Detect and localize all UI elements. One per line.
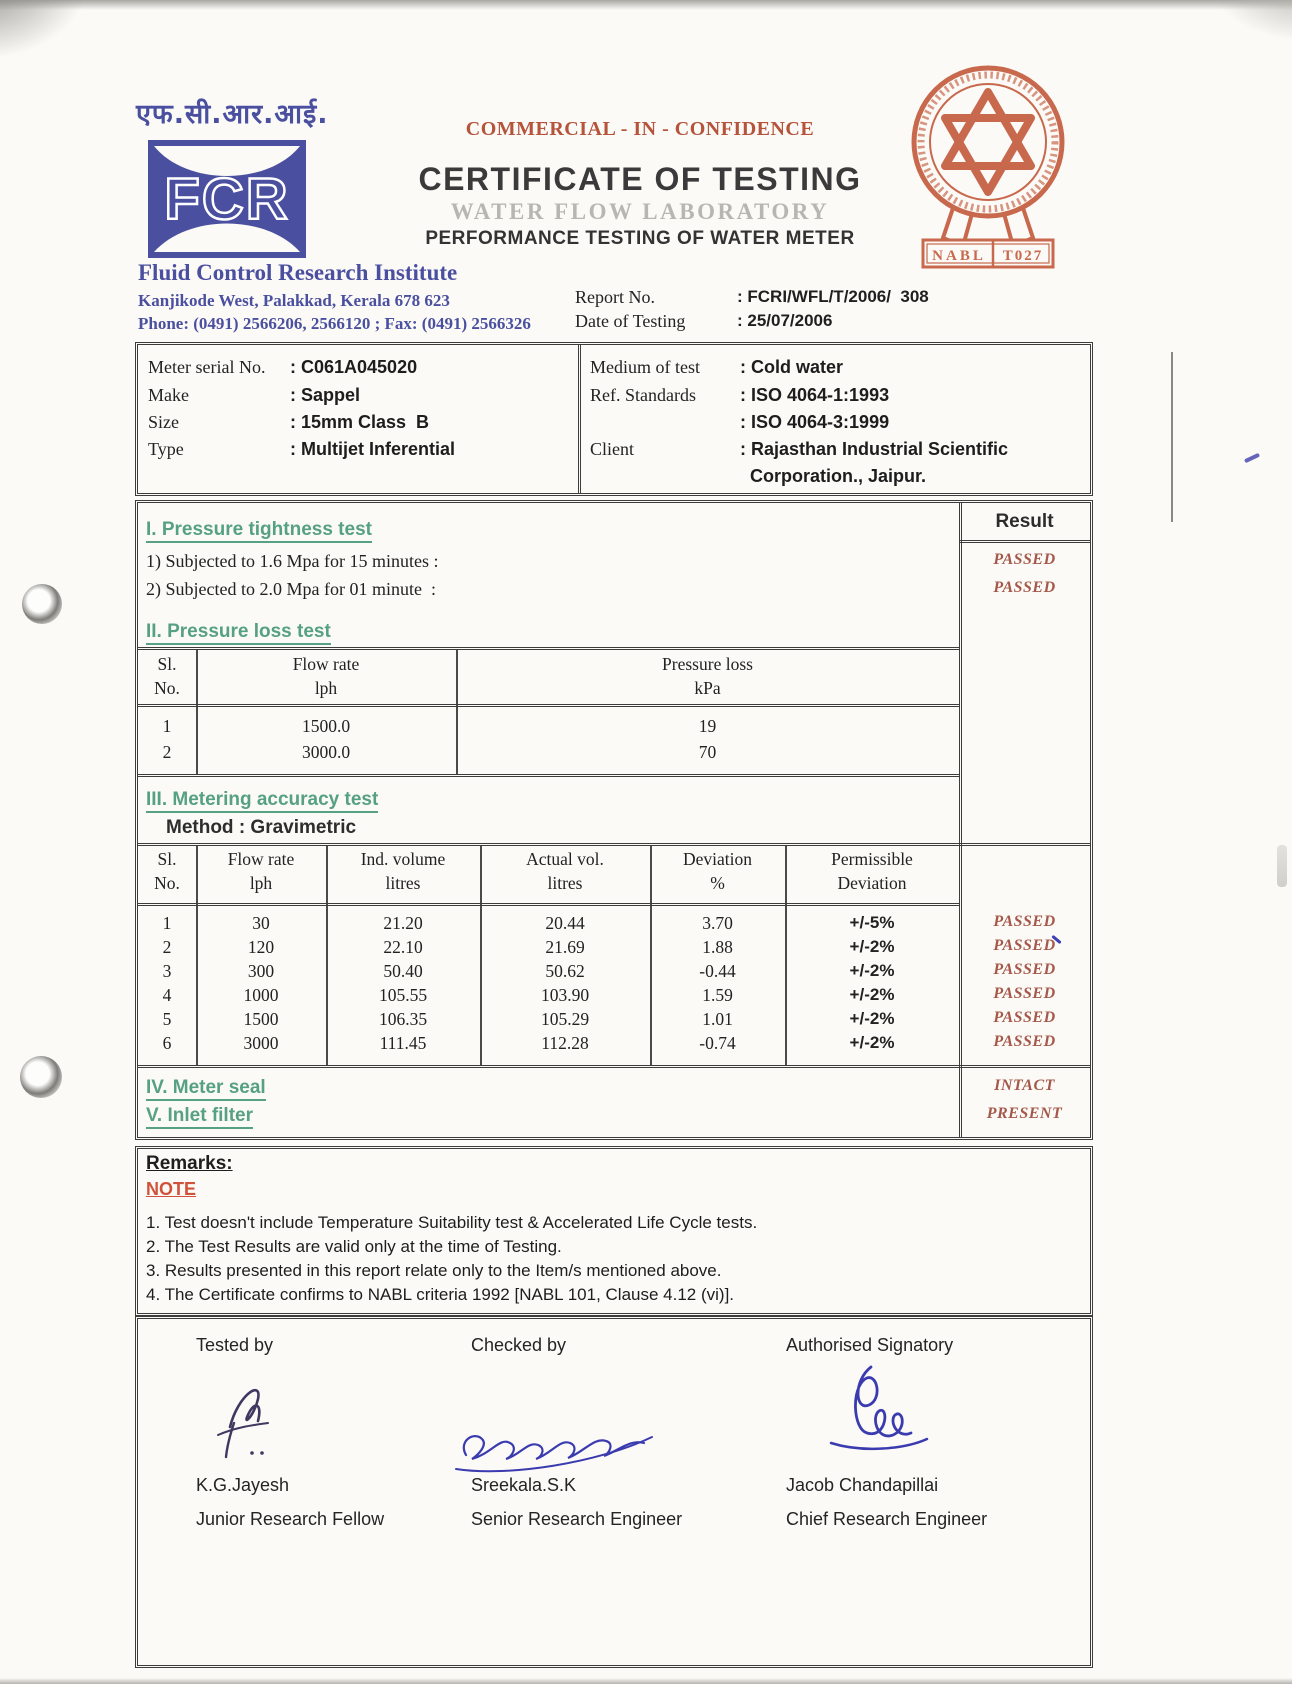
table-row <box>138 1009 959 1030</box>
client-value-line2: Corporation., Jaipur. <box>740 466 927 486</box>
ref-standard-1-value: : ISO 4064-1:1993 <box>740 385 890 405</box>
pressure-tightness-item-1: 1) Subjected to 1.6 Mpa for 15 minutes : <box>146 551 439 571</box>
metering-accuracy-table <box>138 846 959 1065</box>
scan-corner-shadow-topleft <box>0 0 90 60</box>
meter-make-label: Make <box>148 385 189 405</box>
scan-bottom-shadow <box>0 1678 1292 1684</box>
fcri-logo-letters: FCR <box>164 167 290 232</box>
pen-mark <box>1244 453 1260 463</box>
section-5-title-text: V. Inlet filter <box>146 1105 253 1129</box>
tested-by-label: Tested by <box>196 1335 274 1355</box>
ref-standards-blank-label <box>590 412 740 433</box>
acc-cell-flow: 1000 <box>243 985 279 1005</box>
meter-make-value: : Sappel <box>290 385 361 405</box>
accuracy-result-4: PASSED <box>993 985 1056 1002</box>
client-row <box>590 439 1008 460</box>
meter-serial-value: : C061A045020 <box>290 357 418 377</box>
scan-corner-shadow-topright <box>1210 0 1292 42</box>
note-item-4: 4. The Certificate confirms to NABL criteria 1992 [NABL 101, Clause 4.12 (vi)]. <box>146 1285 735 1304</box>
section-2-title-text: II. Pressure loss test <box>146 621 331 645</box>
acc-cell-flow: 120 <box>247 937 275 957</box>
signatures-box <box>135 1316 1093 1668</box>
acc-cell-perm: +/-2% <box>849 937 895 956</box>
acc-cell-dev: 3.70 <box>702 913 733 933</box>
acc-hdr-deviation: Deviation <box>837 873 907 893</box>
acc-header-line2 <box>138 873 959 894</box>
acc-cell-ind: 106.35 <box>378 1009 428 1029</box>
acc-cell-sl: 3 <box>162 961 172 981</box>
acc-cell-dev: -0.44 <box>699 961 736 981</box>
pl-hdr-flow: Flow rate <box>292 654 360 674</box>
acc-cell-perm: +/-2% <box>849 1009 895 1028</box>
meter-make-row <box>148 385 360 406</box>
meter-type-label: Type <box>148 439 184 459</box>
pl-cell-loss: 19 <box>698 716 717 736</box>
accuracy-result-5: PASSED <box>993 1009 1056 1026</box>
acc-cell-flow: 1500 <box>243 1009 279 1029</box>
report-no-label: Report No. <box>575 287 655 307</box>
pl-cell-flow: 1500.0 <box>301 716 351 736</box>
pl-cell-sl: 2 <box>162 742 172 762</box>
authorised-name: Jacob Chandapillai <box>786 1475 939 1495</box>
institute-phone: Phone: (0491) 2566206, 2566120 ; Fax: (0491) 2566326 <box>138 314 531 333</box>
acc-cell-act: 105.29 <box>540 1009 590 1029</box>
acc-header-separator <box>138 903 959 906</box>
medium-label: Medium of test <box>590 357 700 377</box>
ref-standards-label: Ref. Standards <box>590 385 696 405</box>
accuracy-result-2: PASSED <box>993 937 1056 954</box>
pl-hdr-no: No. <box>154 678 180 698</box>
fcri-hindi-acronym: एफ.सी.आर.आई. <box>136 99 329 130</box>
pl-hdr-sl: Sl. <box>157 654 177 674</box>
acc-cell-perm: +/-5% <box>849 913 895 932</box>
checked-by-name: Sreekala.S.K <box>471 1475 577 1495</box>
acc-cell-perm: +/-2% <box>849 961 895 980</box>
acc-hdr-ind: Ind. volume <box>360 849 446 869</box>
checked-by-title: Senior Research Engineer <box>471 1509 683 1529</box>
meter-serial-row <box>148 357 417 378</box>
acc-hdr-dev: Deviation <box>682 849 752 869</box>
acc-cell-dev: 1.01 <box>702 1009 733 1029</box>
pressure-tightness-result-1: PASSED <box>993 551 1056 568</box>
acc-cell-sl: 4 <box>162 985 172 1005</box>
nabl-seal <box>893 54 1083 269</box>
client-label: Client <box>590 439 634 459</box>
acc-cell-sl: 6 <box>162 1033 172 1053</box>
acc-cell-sl: 5 <box>162 1009 172 1029</box>
table-row <box>138 742 959 763</box>
medium-row <box>590 357 843 378</box>
signature-checked-by <box>448 1407 688 1485</box>
acc-cell-ind: 22.10 <box>383 937 423 957</box>
acc-hdr-flow: Flow rate <box>227 849 295 869</box>
report-no-value: : FCRI/WFL/T/2006/ 308 <box>737 287 929 306</box>
acc-cell-sl: 2 <box>162 937 172 957</box>
acc-cell-act: 50.62 <box>545 961 585 981</box>
ref-standard-2-value: : ISO 4064-3:1999 <box>740 412 890 432</box>
date-of-testing-label: Date of Testing <box>575 311 686 331</box>
pl-hdr-loss: Pressure loss <box>662 654 753 674</box>
acc-cell-ind: 111.45 <box>379 1033 427 1053</box>
remarks-title: Remarks: <box>146 1153 233 1174</box>
meter-type-row <box>148 439 455 460</box>
signature-tested-by <box>196 1367 326 1472</box>
acc-cell-sl: 1 <box>162 913 172 933</box>
accuracy-table-bottom-rule <box>138 1065 1090 1068</box>
meter-size-row <box>148 412 429 433</box>
result-column-header: Result <box>959 503 1090 543</box>
acc-hdr-no: No. <box>154 873 180 893</box>
meter-serial-label: Meter serial No. <box>148 357 266 377</box>
fcri-logo <box>148 140 306 258</box>
certificate-title: CERTIFICATE OF TESTING <box>418 161 862 197</box>
table-row <box>138 961 959 982</box>
pressure-loss-table <box>138 647 959 777</box>
method-label: Method : Gravimetric <box>166 817 357 838</box>
note-item-3: 3. Results presented in this report relate only to the Item/s mentioned above. <box>146 1261 722 1280</box>
meter-seal-result: INTACT <box>994 1077 1055 1094</box>
medium-value: : Cold water <box>740 357 844 377</box>
confidentiality-banner: COMMERCIAL - IN - CONFIDENCE <box>465 118 815 140</box>
acc-cell-ind: 21.20 <box>383 913 423 933</box>
acc-header-line1 <box>138 849 959 870</box>
accuracy-result-1: PASSED <box>993 913 1056 930</box>
acc-hdr-lph: lph <box>249 873 273 893</box>
pl-header-separator <box>138 704 959 707</box>
acc-cell-perm: +/-2% <box>849 985 895 1004</box>
acc-cell-dev: -0.74 <box>699 1033 736 1053</box>
page-fold-line <box>1171 352 1173 522</box>
pl-cell-loss: 70 <box>698 742 717 762</box>
acc-cell-ind: 50.40 <box>383 961 423 981</box>
client-row-2 <box>590 466 926 487</box>
section-2-title <box>146 621 331 643</box>
meter-size-value: : 15mm Class B <box>290 412 430 432</box>
punch-hole <box>22 584 62 624</box>
pl-cell-flow: 3000.0 <box>301 742 351 762</box>
ref-standards-row-2 <box>590 412 889 433</box>
pl-hdr-lph: lph <box>314 678 338 698</box>
acc-cell-act: 21.69 <box>545 937 585 957</box>
table-row <box>138 716 959 737</box>
acc-cell-ind: 105.55 <box>378 985 428 1005</box>
meter-size-label: Size <box>148 412 179 432</box>
note-item-2: 2. The Test Results are valid only at the time of Testing. <box>146 1237 562 1256</box>
section-1-title-text: I. Pressure tightness test <box>146 519 372 543</box>
client-value-line1: : Rajasthan Industrial Scientific <box>740 439 1009 459</box>
acc-cell-act: 103.90 <box>540 985 590 1005</box>
nabl-cert-code: T027 <box>1002 248 1044 264</box>
acc-cell-flow: 30 <box>252 913 270 933</box>
pl-header-line1 <box>138 654 959 675</box>
acc-hdr-perm: Permissible <box>831 849 913 869</box>
table-row <box>138 913 959 934</box>
acc-cell-flow: 300 <box>247 961 275 981</box>
acc-hdr-litres2: litres <box>547 873 583 893</box>
acc-cell-act: 112.28 <box>541 1033 589 1053</box>
nabl-body-label: NABL <box>932 248 986 264</box>
pl-header-line2 <box>138 678 959 699</box>
section-5-title <box>146 1105 253 1127</box>
ref-standards-row <box>590 385 889 406</box>
pl-hdr-kpa: kPa <box>694 678 721 698</box>
acc-hdr-act: Actual vol. <box>526 849 604 869</box>
authorised-signatory-label: Authorised Signatory <box>786 1335 954 1355</box>
tested-by-title: Junior Research Fellow <box>196 1509 385 1529</box>
accuracy-result-3: PASSED <box>993 961 1056 978</box>
client-blank-label <box>590 466 740 487</box>
table-row <box>138 985 959 1006</box>
tests-box <box>135 500 1093 1140</box>
section-1-title <box>146 519 372 541</box>
scan-top-shadow <box>0 0 1292 10</box>
accuracy-result-6: PASSED <box>993 1033 1056 1050</box>
meter-type-value: : Multijet Inferential <box>290 439 456 459</box>
laboratory-title: WATER FLOW LABORATORY <box>450 199 830 224</box>
table-row <box>138 937 959 958</box>
meter-details-box <box>135 342 1093 496</box>
signature-authorised <box>793 1353 953 1485</box>
section-4-title-text: IV. Meter seal <box>146 1077 266 1101</box>
section-3-title-text: III. Metering accuracy test <box>146 789 378 813</box>
certificate-subtitle: PERFORMANCE TESTING OF WATER METER <box>425 228 855 249</box>
checked-by-label: Checked by <box>471 1335 567 1355</box>
pressure-tightness-result-2: PASSED <box>993 579 1056 596</box>
table-row <box>138 1033 959 1054</box>
meter-details-divider <box>578 345 581 493</box>
date-of-testing-value: : 25/07/2006 <box>737 311 833 330</box>
note-title: NOTE <box>146 1179 197 1199</box>
acc-hdr-litres1: litres <box>385 873 421 893</box>
scan-smudge <box>1277 845 1287 887</box>
acc-cell-dev: 1.59 <box>702 985 733 1005</box>
section-4-title <box>146 1077 266 1099</box>
pl-cell-sl: 1 <box>162 716 172 736</box>
acc-cell-flow: 3000 <box>243 1033 279 1053</box>
section-3-title <box>146 789 378 811</box>
acc-hdr-sl: Sl. <box>157 849 177 869</box>
acc-hdr-pct: % <box>710 873 725 893</box>
note-item-1: 1. Test doesn't include Temperature Suitability test & Accelerated Life Cycle tests. <box>146 1213 758 1232</box>
acc-cell-act: 20.44 <box>545 913 585 933</box>
authorised-title: Chief Research Engineer <box>786 1509 988 1529</box>
institute-name: Fluid Control Research Institute <box>138 260 458 285</box>
pressure-tightness-item-2: 2) Subjected to 2.0 Mpa for 01 minute : <box>146 579 436 599</box>
acc-cell-dev: 1.88 <box>702 937 733 957</box>
institute-address: Kanjikode West, Palakkad, Kerala 678 623 <box>138 291 450 310</box>
acc-cell-perm: +/-2% <box>849 1033 895 1052</box>
inlet-filter-result: PRESENT <box>986 1105 1063 1122</box>
punch-hole <box>20 1056 62 1098</box>
tested-by-name: K.G.Jayesh <box>196 1475 290 1495</box>
remarks-box <box>135 1146 1093 1316</box>
